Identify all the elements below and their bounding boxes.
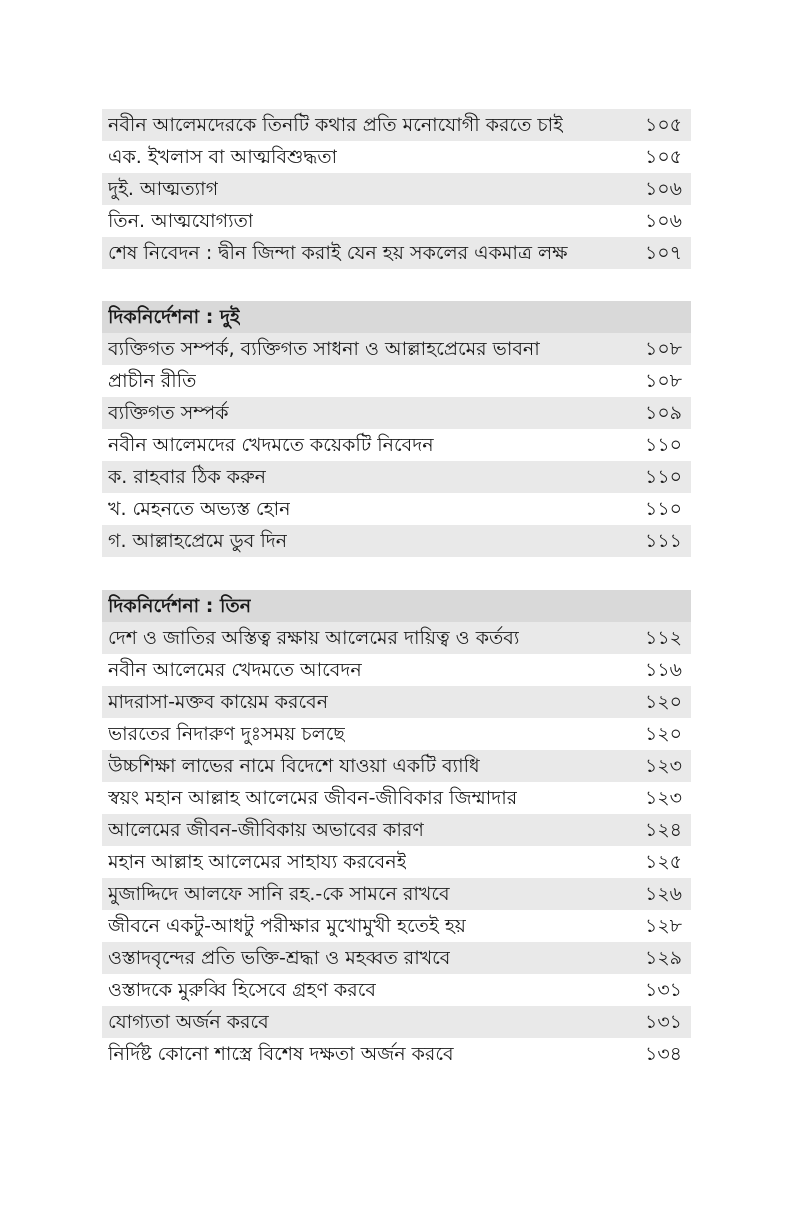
toc-entry[interactable] xyxy=(102,1006,691,1038)
toc-entry[interactable] xyxy=(102,750,691,782)
toc-entry[interactable] xyxy=(102,718,691,750)
entry-title: নবীন আলেমদের খেদমতে কয়েকটি নিবেদন xyxy=(108,434,434,456)
toc-entry[interactable] xyxy=(102,333,691,365)
toc-entry[interactable] xyxy=(102,141,691,173)
entry-title: উচ্চশিক্ষা লাভের নামে বিদেশে যাওয়া একটি ব্যাধি xyxy=(108,755,480,777)
toc-entry[interactable] xyxy=(102,173,691,205)
entry-title: মহান আল্লাহ আলেমের সাহায্য করবেনই xyxy=(108,851,407,873)
entry-title: ভারতের নিদারুণ দুঃসময় চলছে xyxy=(108,723,345,745)
entry-page: ১১০ xyxy=(644,466,682,488)
toc-section xyxy=(102,590,691,1070)
entry-title: প্রাচীন রীতি xyxy=(108,370,197,392)
entry-page: ১১৬ xyxy=(644,659,682,681)
entry-title: জীবনে একটু-আধটু পরীক্ষার মুখোমুখী হতেই হয় xyxy=(108,915,467,937)
entry-page: ১২৩ xyxy=(644,787,682,809)
entry-title: গ. আল্লাহপ্রেমে ডুব দিন xyxy=(108,530,288,552)
toc-entry[interactable] xyxy=(102,942,691,974)
entry-title: দুই. আত্মত্যাগ xyxy=(108,178,219,200)
toc-section xyxy=(102,301,691,557)
entry-title: তিন. আত্মযোগ্যতা xyxy=(108,210,254,232)
toc-entry[interactable] xyxy=(102,365,691,397)
entry-title: ব্যক্তিগত সম্পর্ক, ব্যক্তিগত সাধনা ও আল্লাহপ্রেমের ভাবনা xyxy=(108,338,540,360)
toc-entry[interactable] xyxy=(102,686,691,718)
entry-page: ১১১ xyxy=(645,530,682,552)
toc-entry[interactable] xyxy=(102,1038,691,1070)
entry-title: আলেমের জীবন-জীবিকায় অভাবের কারণ xyxy=(108,819,424,841)
entry-title: ক. রাহবার ঠিক করুন xyxy=(108,466,267,488)
toc-entry[interactable] xyxy=(102,654,691,686)
entry-title: ব্যক্তিগত সম্পর্ক xyxy=(108,402,229,424)
entry-page: ১১০ xyxy=(644,434,682,456)
toc-entry[interactable] xyxy=(102,910,691,942)
entry-page: ১১২ xyxy=(644,627,682,649)
toc-entry[interactable] xyxy=(102,525,691,557)
entry-page: ১২৮ xyxy=(644,915,682,937)
entry-page: ১২৫ xyxy=(644,851,682,873)
toc-entry[interactable] xyxy=(102,846,691,878)
toc-entry[interactable] xyxy=(102,397,691,429)
toc-section xyxy=(102,109,691,269)
entry-page: ১৩১ xyxy=(644,979,682,1001)
entry-page: ১৩১ xyxy=(644,1011,682,1033)
entry-page: ১০৫ xyxy=(644,146,682,168)
entry-page: ১২৬ xyxy=(644,883,682,905)
section-heading xyxy=(102,590,691,622)
section-heading-text: দিকনির্দেশনা : দুই xyxy=(108,306,240,328)
entry-title: যোগ্যতা অর্জন করবে xyxy=(108,1011,269,1033)
entry-page: ১২৯ xyxy=(644,947,682,969)
entry-title: নবীন আলেমের খেদমতে আবেদন xyxy=(108,659,362,681)
toc-entry[interactable] xyxy=(102,109,691,141)
toc-entry[interactable] xyxy=(102,878,691,910)
entry-page: ১০৭ xyxy=(644,242,682,264)
toc-entry[interactable] xyxy=(102,622,691,654)
entry-page: ১২৪ xyxy=(644,819,682,841)
entry-page: ১০৮ xyxy=(644,338,682,360)
toc-entry[interactable] xyxy=(102,974,691,1006)
toc-entry[interactable] xyxy=(102,429,691,461)
entry-title: স্বয়ং মহান আল্লাহ আলেমের জীবন-জীবিকার জিম্মাদার xyxy=(108,787,518,809)
entry-page: ১২০ xyxy=(644,691,682,713)
entry-title: ওস্তাদকে মুরুব্বি হিসেবে গ্রহণ করবে xyxy=(108,979,376,1001)
toc-entry[interactable] xyxy=(102,205,691,237)
entry-title: খ. মেহনতে অভ্যস্ত হোন xyxy=(108,498,291,520)
entry-title: মুজাদ্দিদে আলফে সানি রহ.-কে সামনে রাখবে xyxy=(108,883,450,905)
toc-entry[interactable] xyxy=(102,493,691,525)
entry-title: নির্দিষ্ট কোনো শাস্ত্রে বিশেষ দক্ষতা অর্জন করবে xyxy=(108,1043,454,1065)
entry-page: ১১০ xyxy=(644,498,682,520)
entry-title: নবীন আলেমদেরকে তিনটি কথার প্রতি মনোযোগী করতে চাই xyxy=(108,114,564,136)
entry-page: ১০৫ xyxy=(644,114,682,136)
entry-title: দেশ ও জাতির অস্তিত্ব রক্ষায় আলেমের দায়িত্ব ও কর্তব্য xyxy=(108,627,520,649)
section-heading xyxy=(102,301,691,333)
section-heading-text: দিকনির্দেশনা : তিন xyxy=(108,595,252,617)
table-of-contents xyxy=(102,109,691,1102)
toc-entry[interactable] xyxy=(102,782,691,814)
entry-title: মাদরাসা-মক্তব কায়েম করবেন xyxy=(108,691,329,713)
entry-page: ১৩৪ xyxy=(644,1043,682,1065)
entry-page: ১০৯ xyxy=(644,402,682,424)
entry-page: ১০৬ xyxy=(644,178,682,200)
entry-title: ওস্তাদবৃন্দের প্রতি ভক্তি-শ্রদ্ধা ও মহব্বত রাখবে xyxy=(108,947,451,969)
toc-entry[interactable] xyxy=(102,461,691,493)
toc-entry[interactable] xyxy=(102,814,691,846)
entry-page: ১২০ xyxy=(644,723,682,745)
entry-title: এক. ইখলাস বা আত্মবিশুদ্ধতা xyxy=(108,146,338,168)
entry-title: শেষ নিবেদন : দ্বীন জিন্দা করাই যেন হয় সকলের একমাত্র লক্ষ xyxy=(108,242,568,264)
entry-page: ১০৮ xyxy=(644,370,682,392)
toc-entry[interactable] xyxy=(102,237,691,269)
entry-page: ১২৩ xyxy=(644,755,682,777)
entry-page: ১০৬ xyxy=(644,210,682,232)
